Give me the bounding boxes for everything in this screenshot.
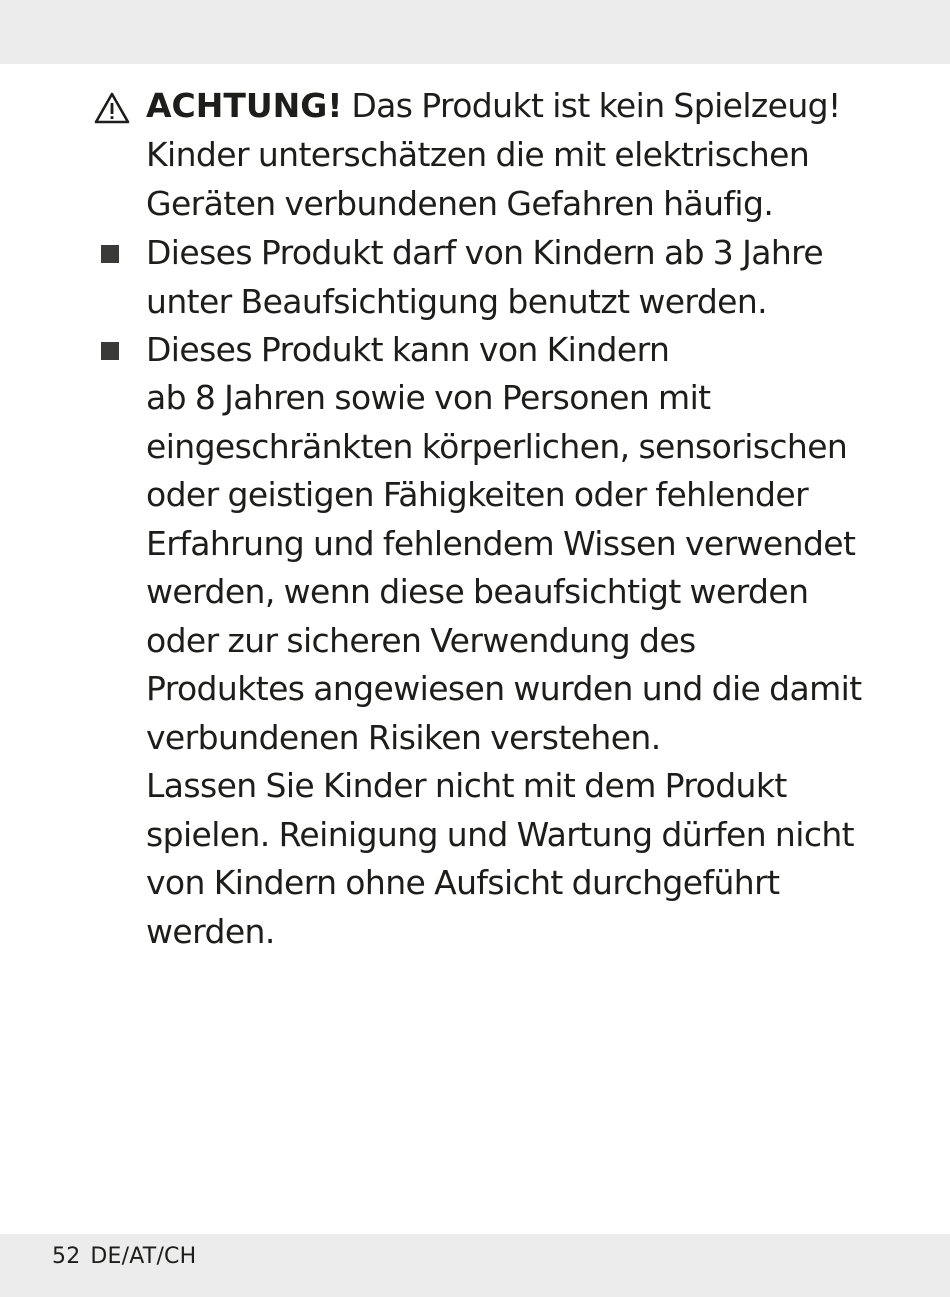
bullet-line: unter Beaufsichtigung benutzt werden. (146, 282, 768, 321)
bullet-line: ab 8 Jahren sowie von Personen mit (146, 378, 711, 417)
warning-line: Geräten verbundenen Gefahren häufig. (146, 184, 774, 223)
square-bullet-icon (101, 342, 119, 360)
warning-text: Das Produkt ist kein Spielzeug! (351, 86, 841, 125)
page-number: 52 (52, 1244, 81, 1269)
page-footer (52, 1244, 196, 1270)
square-bullet-icon (101, 245, 119, 263)
bullet-line: eingeschränkten körperlichen, sensorischen (146, 427, 848, 466)
warning-line (146, 82, 841, 130)
warning-line: Kinder unterschätzen die mit elektrischen (146, 135, 810, 174)
bullet-line: spielen. Reinigung und Wartung dürfen nicht (146, 815, 855, 854)
locale-label: DE/AT/CH (90, 1244, 197, 1269)
bullet-line: Lassen Sie Kinder nicht mit dem Produkt (146, 766, 787, 805)
header-band (0, 0, 950, 64)
bullet-line: von Kindern ohne Aufsicht durchgeführt (146, 863, 780, 902)
bullet-line: Produktes angewiesen wurden und die damit (146, 669, 862, 708)
warning-label: ACHTUNG! (146, 86, 343, 125)
warning-triangle-icon (94, 92, 130, 124)
bullet-line: oder geistigen Fähigkeiten oder fehlender (146, 475, 809, 514)
bullet-line: verbundenen Risiken verstehen. (146, 718, 661, 757)
bullet-line: Dieses Produkt kann von Kindern (146, 330, 670, 369)
bullet-line: Erfahrung und fehlendem Wissen verwendet (146, 524, 856, 563)
bullet-line: oder zur sicheren Verwendung des (146, 621, 696, 660)
bullet-line: werden. (146, 912, 275, 951)
bullet-line: werden, wenn diese beaufsichtigt werden (146, 572, 809, 611)
bullet-line: Dieses Produkt darf von Kindern ab 3 Jahre (146, 233, 824, 272)
